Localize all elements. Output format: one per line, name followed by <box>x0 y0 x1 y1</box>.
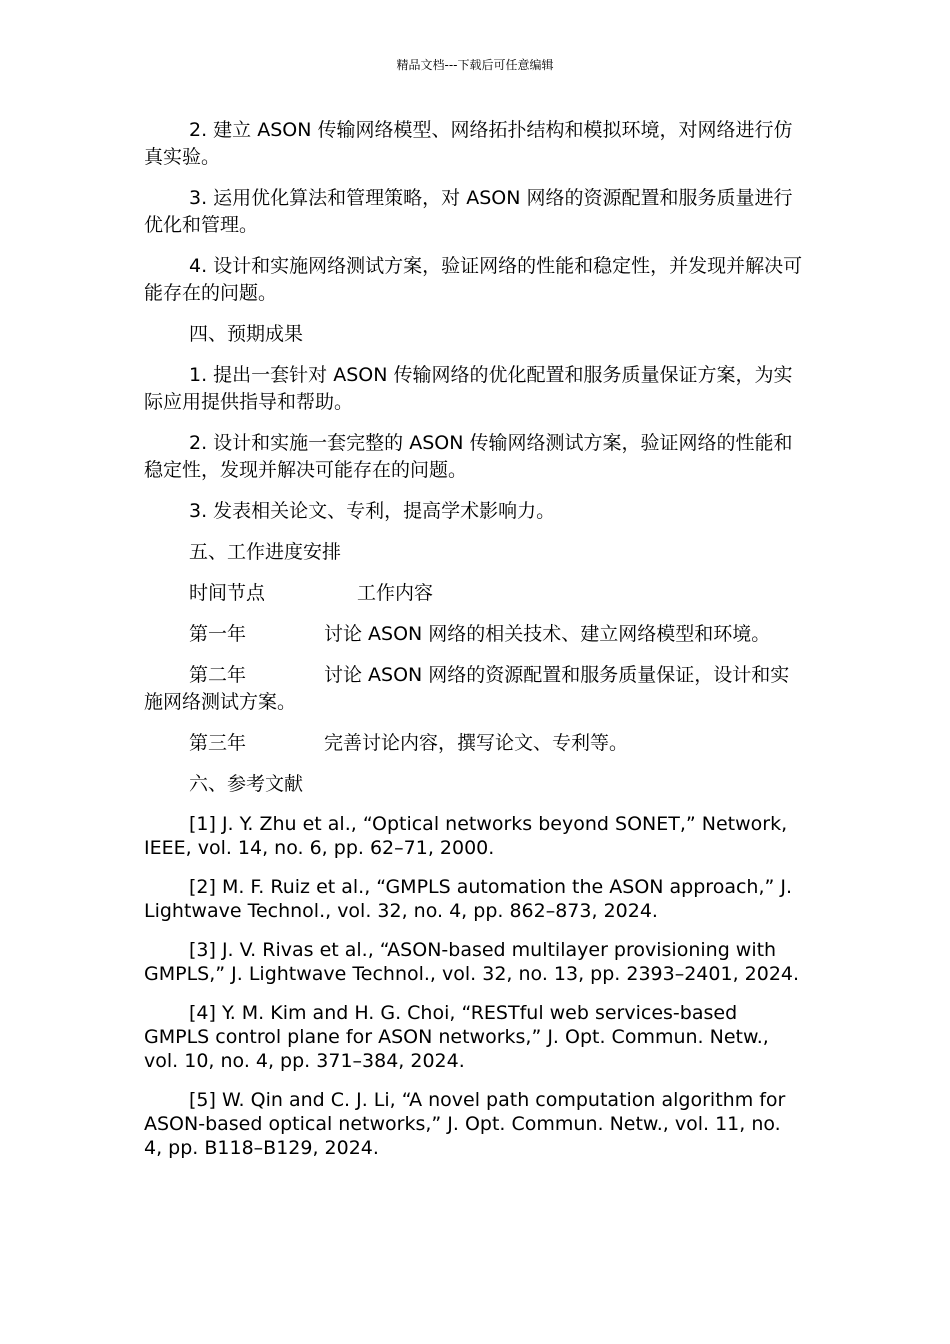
section-heading-references: 六、参考文献 <box>189 773 304 795</box>
schedule-node: 第一年 <box>189 623 247 645</box>
schedule-header-node: 时间节点 <box>189 582 266 604</box>
section-heading-schedule: 五、工作进度安排 <box>189 541 342 563</box>
list-item: 2. 设计和实施一套完整的 ASON 传输网络测试方案，验证网络的性能和稳定性，发现并解决可能存在的问题。 <box>144 432 793 481</box>
section-heading-expected-results: 四、预期成果 <box>189 323 304 345</box>
schedule-node: 第三年 <box>189 732 247 754</box>
schedule-content: 完善讨论内容，撰写论文、专利等。 <box>324 732 629 754</box>
schedule-node: 第二年 <box>189 664 247 686</box>
schedule-content: 讨论 ASON 网络的资源配置和服务质量保证，设计和实施网络测试方案。 <box>144 664 790 713</box>
schedule-row <box>144 730 804 757</box>
schedule-header-row <box>144 580 804 607</box>
list-item: 3. 发表相关论文、专利，提高学术影响力。 <box>189 500 556 522</box>
document-body <box>144 117 804 1175</box>
reference-item: [5] W. Qin and C. J. Li, “A novel path computation algorithm for ASON-based optical networks,” J. Opt. Commun. Netw., vol. 11, no. 4, pp. B118–B129, 2024. <box>144 1089 786 1159</box>
list-item: 3. 运用优化算法和管理策略，对 ASON 网络的资源配置和服务质量进行优化和管理。 <box>144 187 793 236</box>
reference-item: [3] J. V. Rivas et al., “ASON-based multilayer provisioning with GMPLS,” J. Lightwave Technol., vol. 32, no. 13, pp. 2393–2401, 2024. <box>144 939 800 985</box>
reference-item: [1] J. Y. Zhu et al., “Optical networks beyond SONET,” Network, IEEE, vol. 14, no. 6, pp. 62–71, 2000. <box>144 813 788 859</box>
reference-item: [2] M. F. Ruiz et al., “GMPLS automation the ASON approach,” J. Lightwave Technol., vol. 32, no. 4, pp. 862–873, 2024. <box>144 876 793 922</box>
schedule-content: 讨论 ASON 网络的相关技术、建立网络模型和环境。 <box>324 623 771 645</box>
page-header: 精品文档---下载后可任意编辑 <box>396 58 554 72</box>
schedule-row <box>144 621 804 648</box>
schedule-row <box>144 662 804 716</box>
reference-item: [4] Y. M. Kim and H. G. Choi, “RESTful web services-based GMPLS control plane for ASON networks,” J. Opt. Commun. Netw., vol. 10, no. 4, pp. 371–384, 2024. <box>144 1002 769 1072</box>
schedule-header-content: 工作内容 <box>357 582 434 604</box>
list-item: 2. 建立 ASON 传输网络模型、网络拓扑结构和模拟环境，对网络进行仿真实验。 <box>144 119 793 168</box>
list-item: 1. 提出一套针对 ASON 传输网络的优化配置和服务质量保证方案，为实际应用提供指导和帮助。 <box>144 364 793 413</box>
list-item: 4. 设计和实施网络测试方案，验证网络的性能和稳定性，并发现并解决可能存在的问题。 <box>144 255 803 304</box>
